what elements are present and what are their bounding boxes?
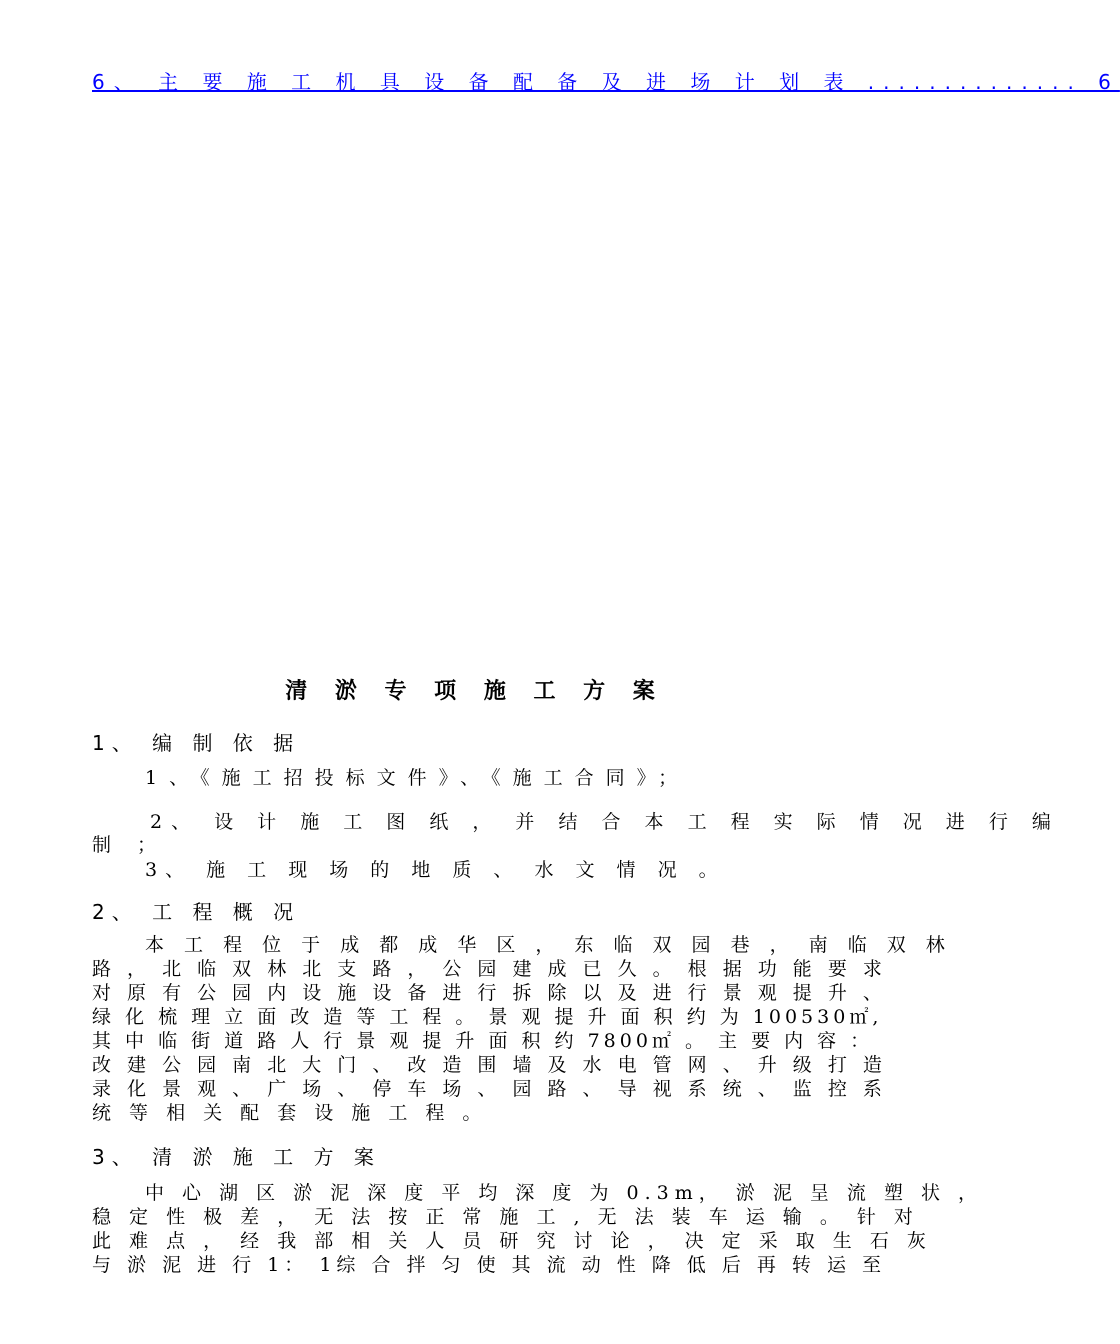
paragraph-line: 1、《施工招投标文件》、《施工合同》； [145,767,690,789]
section-heading-basis: 1、 编 制 依 据 [92,731,301,755]
paragraph-line: 统 等 相 关 配 套 设 施 工 程 。 [92,1102,488,1124]
paragraph-line: 与 淤 泥 进 行 1： 1综 合 拌 匀 使 其 流 动 性 降 低 后 再 转 运 至 [92,1254,887,1276]
paragraph-line: 本 工 程 位 于 成 都 成 华 区 ， 东 临 双 园 巷 ， 南 临 双 林 [145,934,952,956]
section-heading-plan: 3、 清 淤 施 工 方 案 [92,1145,381,1169]
paragraph-line: 对 原 有 公 园 内 设 施 设 备 进 行 拆 除 以 及 进 行 景 观 提 升 、 [92,982,887,1004]
document-title: 清 淤 专 项 施 工 方 案 [285,678,665,704]
paragraph-line: 3、 施 工 现 场 的 地 质 、 水 文 情 况 。 [145,859,726,881]
paragraph-line: 中 心 湖 区 淤 泥 深 度 平 均 深 度 为 0.3m， 淤 泥 呈 流 塑 状 ， [145,1182,984,1204]
paragraph-line: 录 化 景 观 、 广 场 、 停 车 场 、 园 路 、 导 视 系 统 、 监 控 系 [92,1078,887,1100]
paragraph-line: 此 难 点 ， 经 我 部 相 关 人 员 研 究 讨 论 ， 决 定 采 取 生 石 灰 [92,1230,932,1252]
paragraph-line: 其 中 临 街 道 路 人 行 景 观 提 升 面 积 约 7800㎡ 。 主 要 内 容 ： [92,1030,874,1052]
section-heading-overview: 2、 工 程 概 况 [92,900,301,924]
toc-entry-equipment-plan[interactable]: 6、 主 要 施 工 机 具 设 备 配 备 及 进 场 计 划 表 .............. 6 [92,70,1120,94]
paragraph-line: 改 建 公 园 南 北 大 门 、 改 造 围 墙 及 水 电 管 网 、 升 级 打 造 [92,1054,887,1076]
paragraph-line: 绿 化 梳 理 立 面 改 造 等 工 程 。 景 观 提 升 面 积 约 为 100530㎡, [92,1006,883,1028]
paragraph-line: 路 ， 北 临 双 林 北 支 路 ， 公 园 建 成 已 久 。 根 据 功 能 要 求 [92,958,887,980]
paragraph-line: 制 ； [92,834,167,856]
paragraph-line: 2、 设 计 施 工 图 纸 ， 并 结 合 本 工 程 实 际 情 况 进 行 编 [150,811,1060,833]
paragraph-line: 稳 定 性 极 差 ， 无 法 按 正 常 施 工 , 无 法 装 车 运 输 。 针 对 [92,1206,919,1228]
